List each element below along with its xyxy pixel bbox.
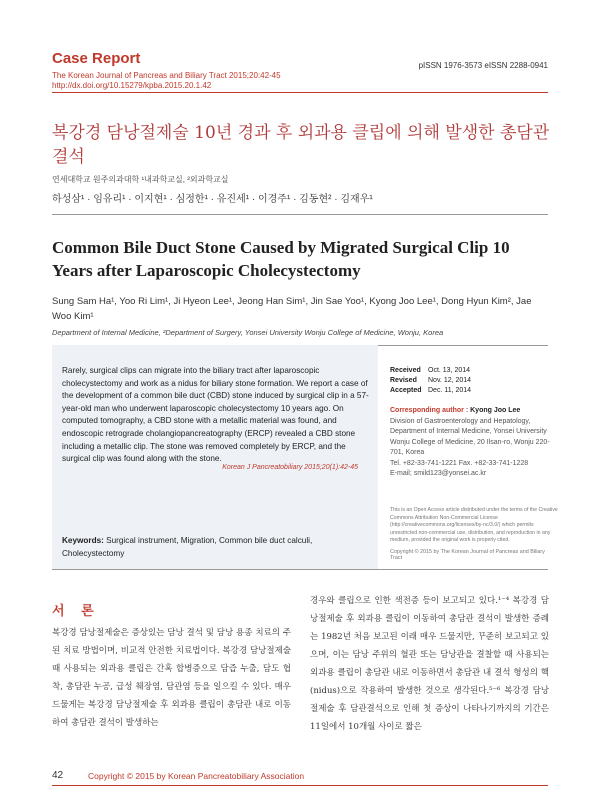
case-report-label: Case Report: [52, 50, 141, 67]
revised-label: Revised: [390, 377, 417, 384]
keywords-list: Surgical instrument, Migration, Common bile duct calculi, Cholecystectomy: [62, 536, 313, 558]
english-affiliation: Department of Internal Medicine, ²Department of Surgery, Yonsei University Wonju College of Medicine, Wonju, Korea: [52, 328, 444, 337]
accepted-row: [390, 386, 471, 396]
keywords: [62, 535, 372, 560]
body-right-column: 경우와 클립으로 인한 색전증 등이 보고되고 있다.¹⁻⁴ 복강경 담낭절제술 후 외과용 클립이 이동하여 총담관 결석이 발생한 증례는 1982년 처음 보고된 이래 매우 드물지만, 꾸준히 보고되고 있으며, 이는 담낭 주위의 혈관 또는 담낭관을 결찰할 때 사용되는 외과용 클립이 총담관 내로 이동하면서 총담관 내 결석 형성의 핵(nidus)으로 작용하여 발생한 것으로 생각된다.⁵⁻⁶ 복강경 담낭절제술 후 담관결석으로 인해 첫 증상이 나타나기까지의 기간은 11일에서 10개월 사이로 짧은: [310, 596, 549, 732]
received-date: Oct. 13, 2014: [428, 367, 471, 374]
footer-divider: [52, 785, 548, 786]
body-divider: [52, 569, 548, 570]
korean-authors: 하성삼¹ · 임유리¹ · 이지현¹ · 심정한¹ · 유진세¹ · 이경주¹ · 김동현² · 김재우¹: [52, 194, 373, 205]
corresponding-label: Corresponding author :: [390, 407, 469, 414]
accepted-date: Dec. 11, 2014: [428, 387, 472, 394]
title-divider: [52, 214, 548, 215]
keywords-label: Keywords:: [62, 536, 104, 545]
article-dates: [390, 366, 471, 396]
received-label: Received: [390, 367, 421, 374]
doi-link[interactable]: http://dx.doi.org/10.15279/kpba.2015.20.1.42: [52, 81, 212, 90]
section-title: 서 론: [52, 604, 100, 619]
copyright-note: Copyright © 2015 by The Korean Journal of Pancreas and Biliary Tract: [390, 549, 545, 561]
page-number: 42: [52, 770, 64, 781]
corresponding-author: [390, 406, 558, 480]
abstract-citation: Korean J Pancreatobiliary 2015;20(1):42-45: [222, 464, 358, 471]
license-text: This is an Open Access article distributed under the terms of the Creative Commons Attribution Non-Commercial License (http://creativecommons.org/licenses/by-nc/3.0/) which permits unrestricted non-commercial use, distribution, and reproduction in any medium, provided the original work is properly cited.: [390, 507, 558, 544]
abstract-box: [52, 345, 378, 569]
corresponding-heading: [390, 406, 558, 417]
korean-affiliation: 연세대학교 원주의과대학 ¹내과학교실, ²외과학교실: [52, 175, 229, 184]
corresponding-name: Kyong Joo Lee: [470, 407, 521, 414]
accepted-label: Accepted: [390, 387, 422, 394]
corresponding-email[interactable]: E-mail; smild123@yonsei.ac.kr: [390, 470, 487, 477]
english-authors: Sung Sam Ha¹, Yoo Ri Lim¹, Ji Hyeon Lee¹, Jeong Han Sim¹, Jin Sae Yoo¹, Kyong Joo Lee¹, Dong Hyun Kim², Jae Woo Kim¹: [52, 296, 532, 322]
abstract-text: Rarely, surgical clips can migrate into the biliary tract after laparoscopic cholecystectomy and work as a nidus for biliary stone formation. We report a case of the development of a common bile duct (CBD) stone induced by surgical clip in a 57-year-old man who underwent laparoscopic cholecystectomy 10 years ago. On computed tomography, a CBD stone with a metallic material was found, and endoscopic retrograde cholangiopancreatography (ERCP) revealed a CBD stone including a metallic clip. The stone was removed completely by ERCP, and the surgical clip was found along with the stone.: [62, 366, 369, 464]
body-left-column: 복강경 담낭절제술은 증상있는 담낭 결석 및 담낭 용종 치료의 주된 치료 방법이며, 비교적 안전한 치료법이다. 복강경 담낭절제술 때 사용되는 외과용 클립은 간혹 합병증으로 담즙 누출, 담도 협착, 총담관 누공, 급성 췌장염, 담관염 등을 일으킬 수 있다. 매우 드물게는 복강경 담낭절제술 후 외과용 클립이 총담관 내로 이동하여 총담관 결석이 발생하는: [52, 628, 291, 728]
footer-copyright: Copyright © 2015 by Korean Pancreatobiliary Association: [88, 771, 305, 781]
issn: pISSN 1976-3573 eISSN 2288-0941: [418, 61, 548, 70]
korean-title: 복강경 담낭절제술 10년 경과 후 외과용 클립에 의해 발생한 총담관결석: [52, 123, 550, 167]
header-divider: [52, 92, 548, 93]
english-title: Common Bile Duct Stone Caused by Migrated Surgical Clip 10 Years after Laparoscopic Cholecystectomy: [52, 238, 510, 280]
corresponding-address: Division of Gastroenterology and Hepatology, Department of Internal Medicine, Yonsei University Wonju College of Medicine, 20 Ilsan-ro, Wonju 220-701, Korea: [390, 417, 550, 456]
revised-date: Nov. 12, 2014: [428, 377, 472, 384]
revised-row: [390, 376, 471, 386]
journal-citation: The Korean Journal of Pancreas and Biliary Tract 2015;20:42-45: [52, 71, 281, 80]
received-row: [390, 366, 471, 376]
corresponding-phone: Tel. +82-33-741-1221 Fax. +82-33-741-1228: [390, 459, 529, 467]
